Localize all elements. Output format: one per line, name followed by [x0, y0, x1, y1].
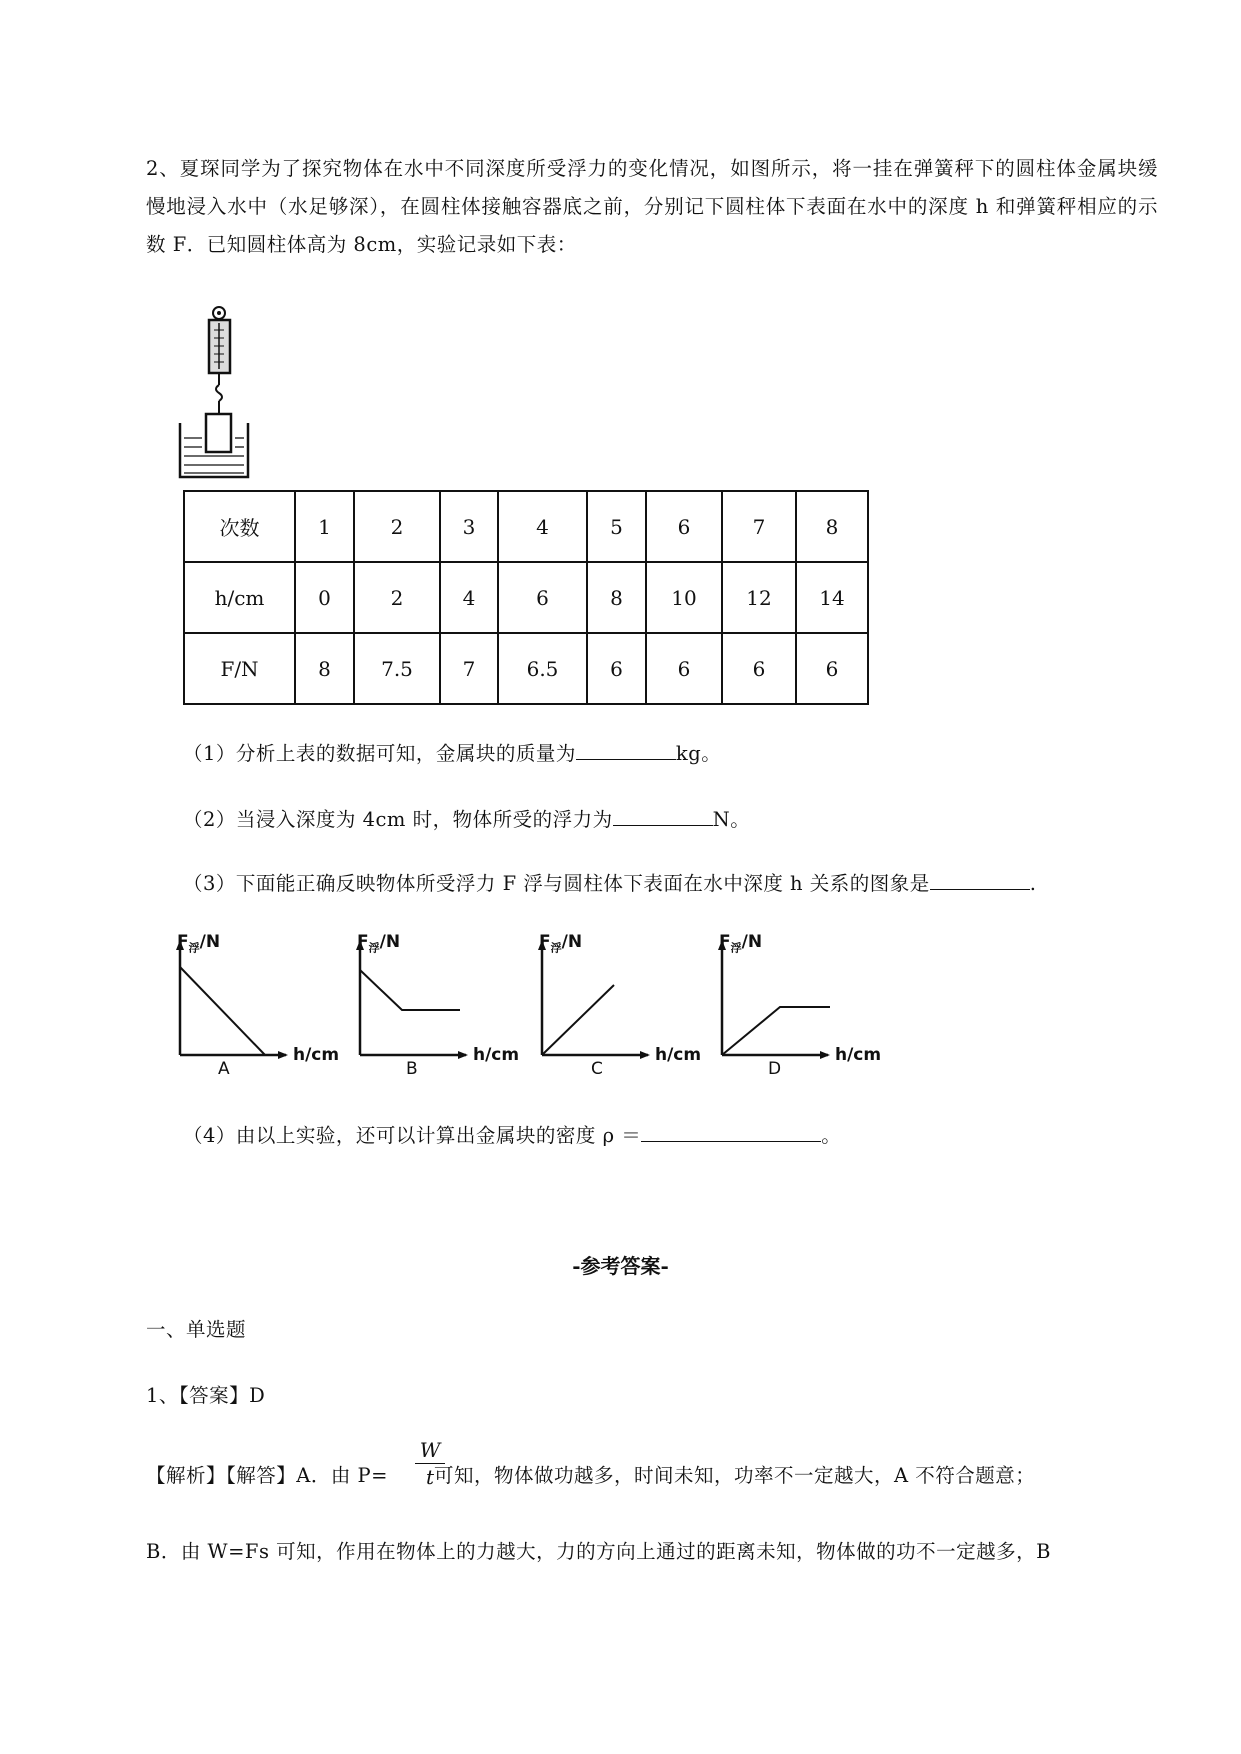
- graph-d: [722, 942, 830, 1055]
- option-graphs: [170, 925, 890, 1080]
- table-cell: 6: [646, 491, 722, 562]
- table-row: [184, 491, 868, 562]
- graph-b-xlabel: h/cm: [473, 1045, 520, 1065]
- table-cell: 6.5: [498, 633, 587, 704]
- graph-a-ylabel: $F_浮/N$: [177, 932, 221, 955]
- graph-c-letter: C: [591, 1059, 603, 1079]
- table-cell: 4: [498, 491, 587, 562]
- graph-c-xlabel: h/cm: [655, 1045, 702, 1065]
- graph-a-xlabel: h/cm: [293, 1045, 340, 1065]
- table-cell: 6: [646, 633, 722, 704]
- table-row-label: h/cm: [184, 562, 295, 633]
- graph-d-letter: D: [768, 1059, 782, 1079]
- subquestion-3: （3）下面能正确反映物体所受浮力 F 浮与圆柱体下表面在水中深度 h 关系的图象是 .: [183, 868, 1037, 896]
- table-row-label: 次数: [184, 491, 295, 562]
- table-cell: 2: [354, 491, 440, 562]
- table-cell: 8: [587, 562, 646, 633]
- spring-scale-figure: [176, 305, 256, 485]
- table-cell: 7: [722, 491, 796, 562]
- fraction-w-over-t: $\frac{W}{t}$: [415, 1437, 445, 1490]
- table-row-label: F/N: [184, 633, 295, 704]
- table-cell: 6: [498, 562, 587, 633]
- table-cell: 14: [796, 562, 868, 633]
- table-row: [184, 562, 868, 633]
- question-text: 2、夏琛同学为了探究物体在水中不同深度所受浮力的变化情况，如图所示，将一挂在弹簧秤下的圆柱体金属块缓慢地浸入水中（水足够深），在圆柱体接触容器底之前，分别记下圆柱体下表面在水中的深度 h 和弹簧秤相应的示数 F．已知圆柱体高为 8cm，实验记录如下表：: [146, 157, 1158, 256]
- subquestion-4: （4）由以上实验，还可以计算出金属块的密度 ρ ＝ 。: [183, 1120, 841, 1148]
- graph-b-letter: B: [406, 1059, 418, 1079]
- graph-d-ylabel: $F_浮/N$: [719, 932, 763, 955]
- answers-title: -参考答案-: [572, 1254, 669, 1278]
- section-heading: 一、单选题: [146, 1318, 247, 1341]
- table-cell: 12: [722, 562, 796, 633]
- subquestion-1: （1）分析上表的数据可知，金属块的质量为 kg。: [183, 738, 721, 766]
- table-cell: 1: [295, 491, 354, 562]
- table-cell: 7: [440, 633, 498, 704]
- experiment-table: [183, 490, 869, 705]
- table-cell: 6: [722, 633, 796, 704]
- table-cell: 6: [796, 633, 868, 704]
- table-row: [184, 633, 868, 704]
- subquestion-2: （2）当浸入深度为 4cm 时，物体所受的浮力为 N。: [183, 804, 750, 832]
- table-cell: 5: [587, 491, 646, 562]
- analysis-line: 【解析】【解答】A．由 P= 可知，物体做功越多，时间未知，功率不一定越大，A 不符合题意；: [146, 1464, 1036, 1487]
- graph-a: [180, 942, 286, 1055]
- table-cell: 2: [354, 562, 440, 633]
- answer-blank-3[interactable]: [930, 869, 1030, 890]
- table-cell: 10: [646, 562, 722, 633]
- answer-blank-2[interactable]: [613, 805, 713, 826]
- table-cell: 7.5: [354, 633, 440, 704]
- answer-blank-4[interactable]: [641, 1121, 821, 1142]
- answer-blank-1[interactable]: [576, 739, 676, 760]
- table-cell: 8: [796, 491, 868, 562]
- table-cell: 4: [440, 562, 498, 633]
- graph-d-xlabel: h/cm: [835, 1045, 882, 1065]
- table-cell: 6: [587, 633, 646, 704]
- graph-c: [542, 942, 648, 1055]
- answer-item-1: 1、【答案】D: [146, 1384, 266, 1407]
- analysis-line-b: B．由 W=Fs 可知，作用在物体上的力越大，力的方向上通过的距离未知，物体做的功不一定越多，B: [146, 1540, 1051, 1563]
- graph-b-ylabel: $F_浮/N$: [357, 932, 401, 955]
- graph-c-ylabel: $F_浮/N$: [539, 932, 583, 955]
- graph-a-letter: A: [218, 1059, 230, 1079]
- table-cell: 0: [295, 562, 354, 633]
- table-cell: 8: [295, 633, 354, 704]
- graph-b: [360, 942, 466, 1055]
- table-cell: 3: [440, 491, 498, 562]
